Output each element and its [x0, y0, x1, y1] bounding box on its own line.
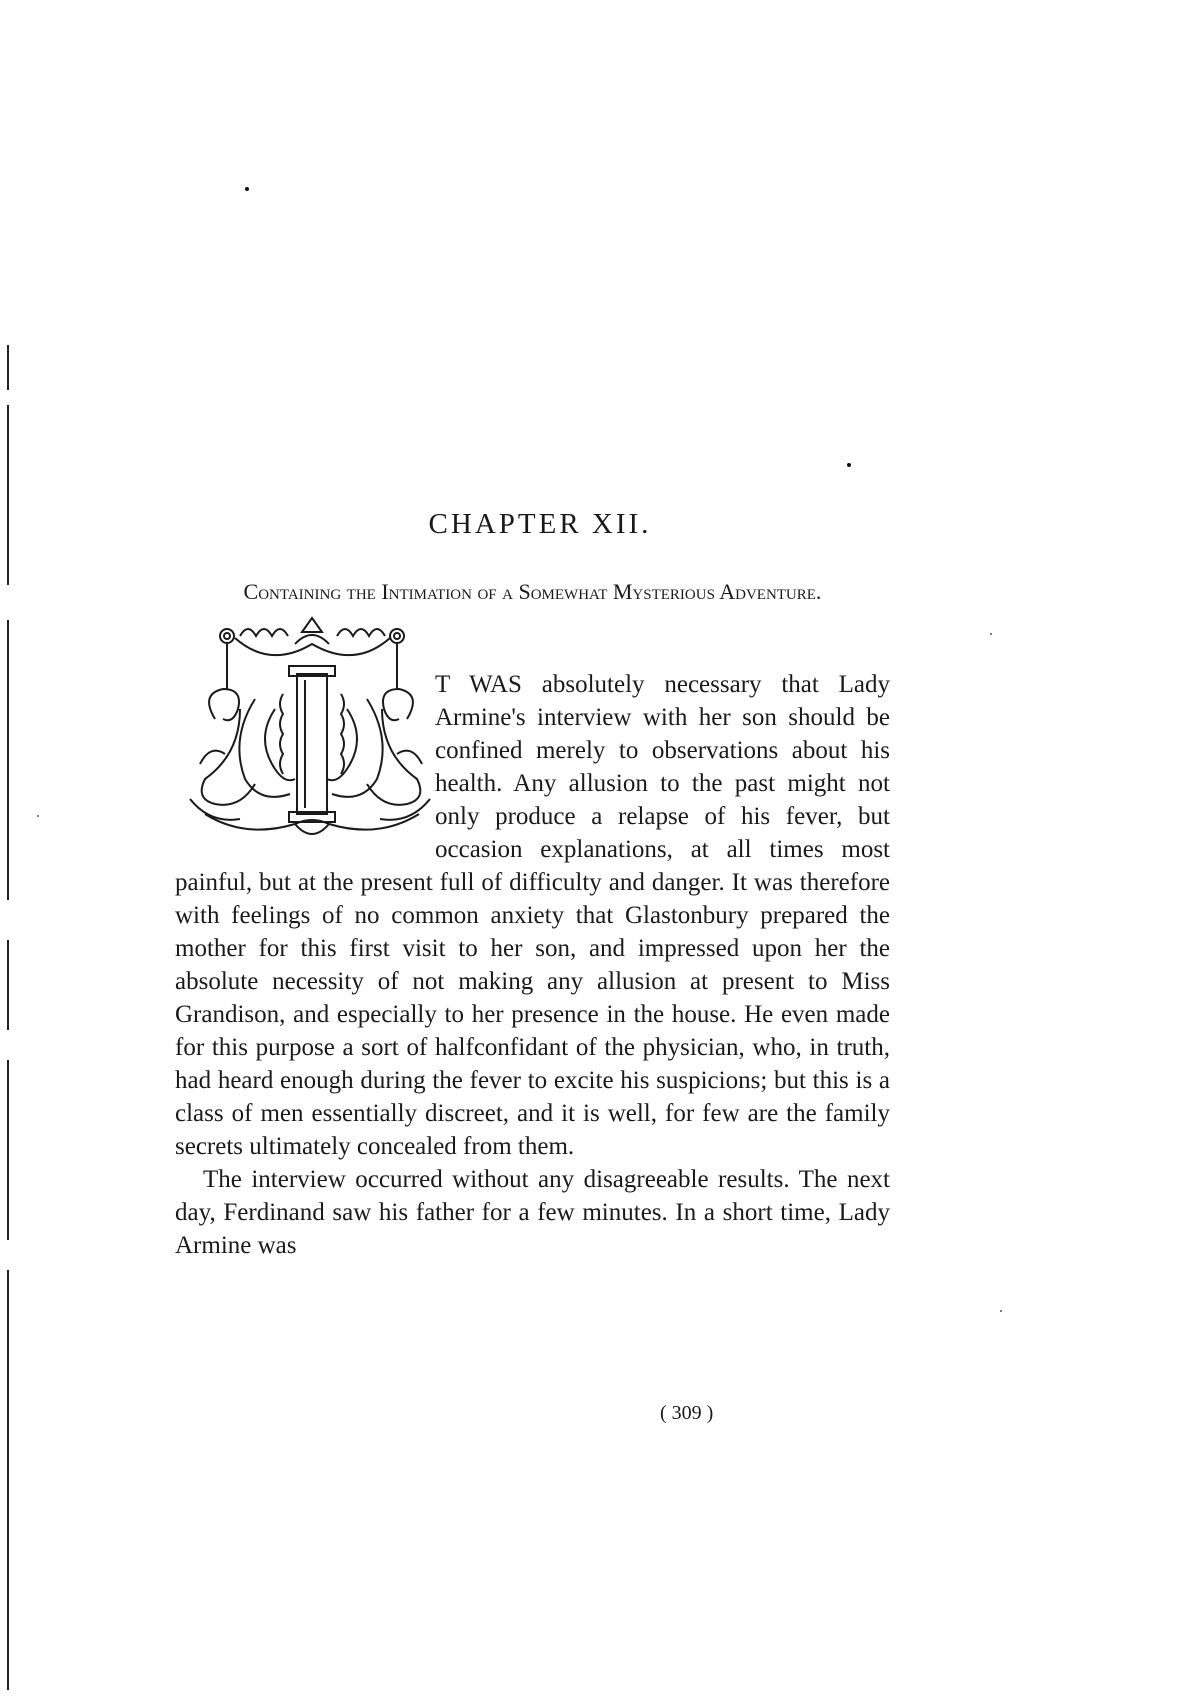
- body-text: [175, 668, 890, 1262]
- scan-edge-mark: [7, 405, 9, 585]
- chapter-subtitle: Containing the Intimation of a Somewhat Mysterious Adventure.: [243, 579, 822, 604]
- scan-edge-mark: [7, 345, 9, 390]
- scan-speck: [847, 463, 851, 467]
- page-number: ( 309 ): [660, 1402, 714, 1424]
- paragraph: T WAS absolutely necessary that Lady Armine's interview with her son should be confined merely to observations about his health. Any allusion to the past might not only produce a relapse of his fever, but occasion explanations, at all times most painful, but at the present full of difficulty and danger. It was therefore with feelings of no common anxiety that Glastonbury prepared the mother for this first visit to her son, and impressed upon her the absolute necessity of not making any allusion at present to Miss Grandison, and especially to her presence in the house. He even made for this purpose a sort of halfconfidant of the physician, who, in truth, had heard enough during the fever to excite his suspicions; but this is a class of men essentially discreet, and it is well, for few are the family secrets ultimately concealed from them.: [175, 671, 890, 1160]
- paragraph: The interview occurred without any disagreeable results. The next day, Ferdinand saw his father for a few minutes. In a short time, Lady Armine was: [175, 1166, 890, 1259]
- scan-edge-mark: [7, 620, 9, 900]
- drop-cap-space: [175, 668, 435, 863]
- scan-speck: [1000, 1310, 1002, 1312]
- chapter-title: CHAPTER XII.: [428, 508, 652, 540]
- scan-edge-mark: [7, 1270, 9, 1690]
- scan-edge-mark: [7, 1060, 9, 1240]
- scan-speck: [990, 633, 992, 635]
- scan-edge-mark: [7, 940, 9, 1030]
- scan-speck: [37, 815, 39, 817]
- scan-speck: [245, 187, 249, 191]
